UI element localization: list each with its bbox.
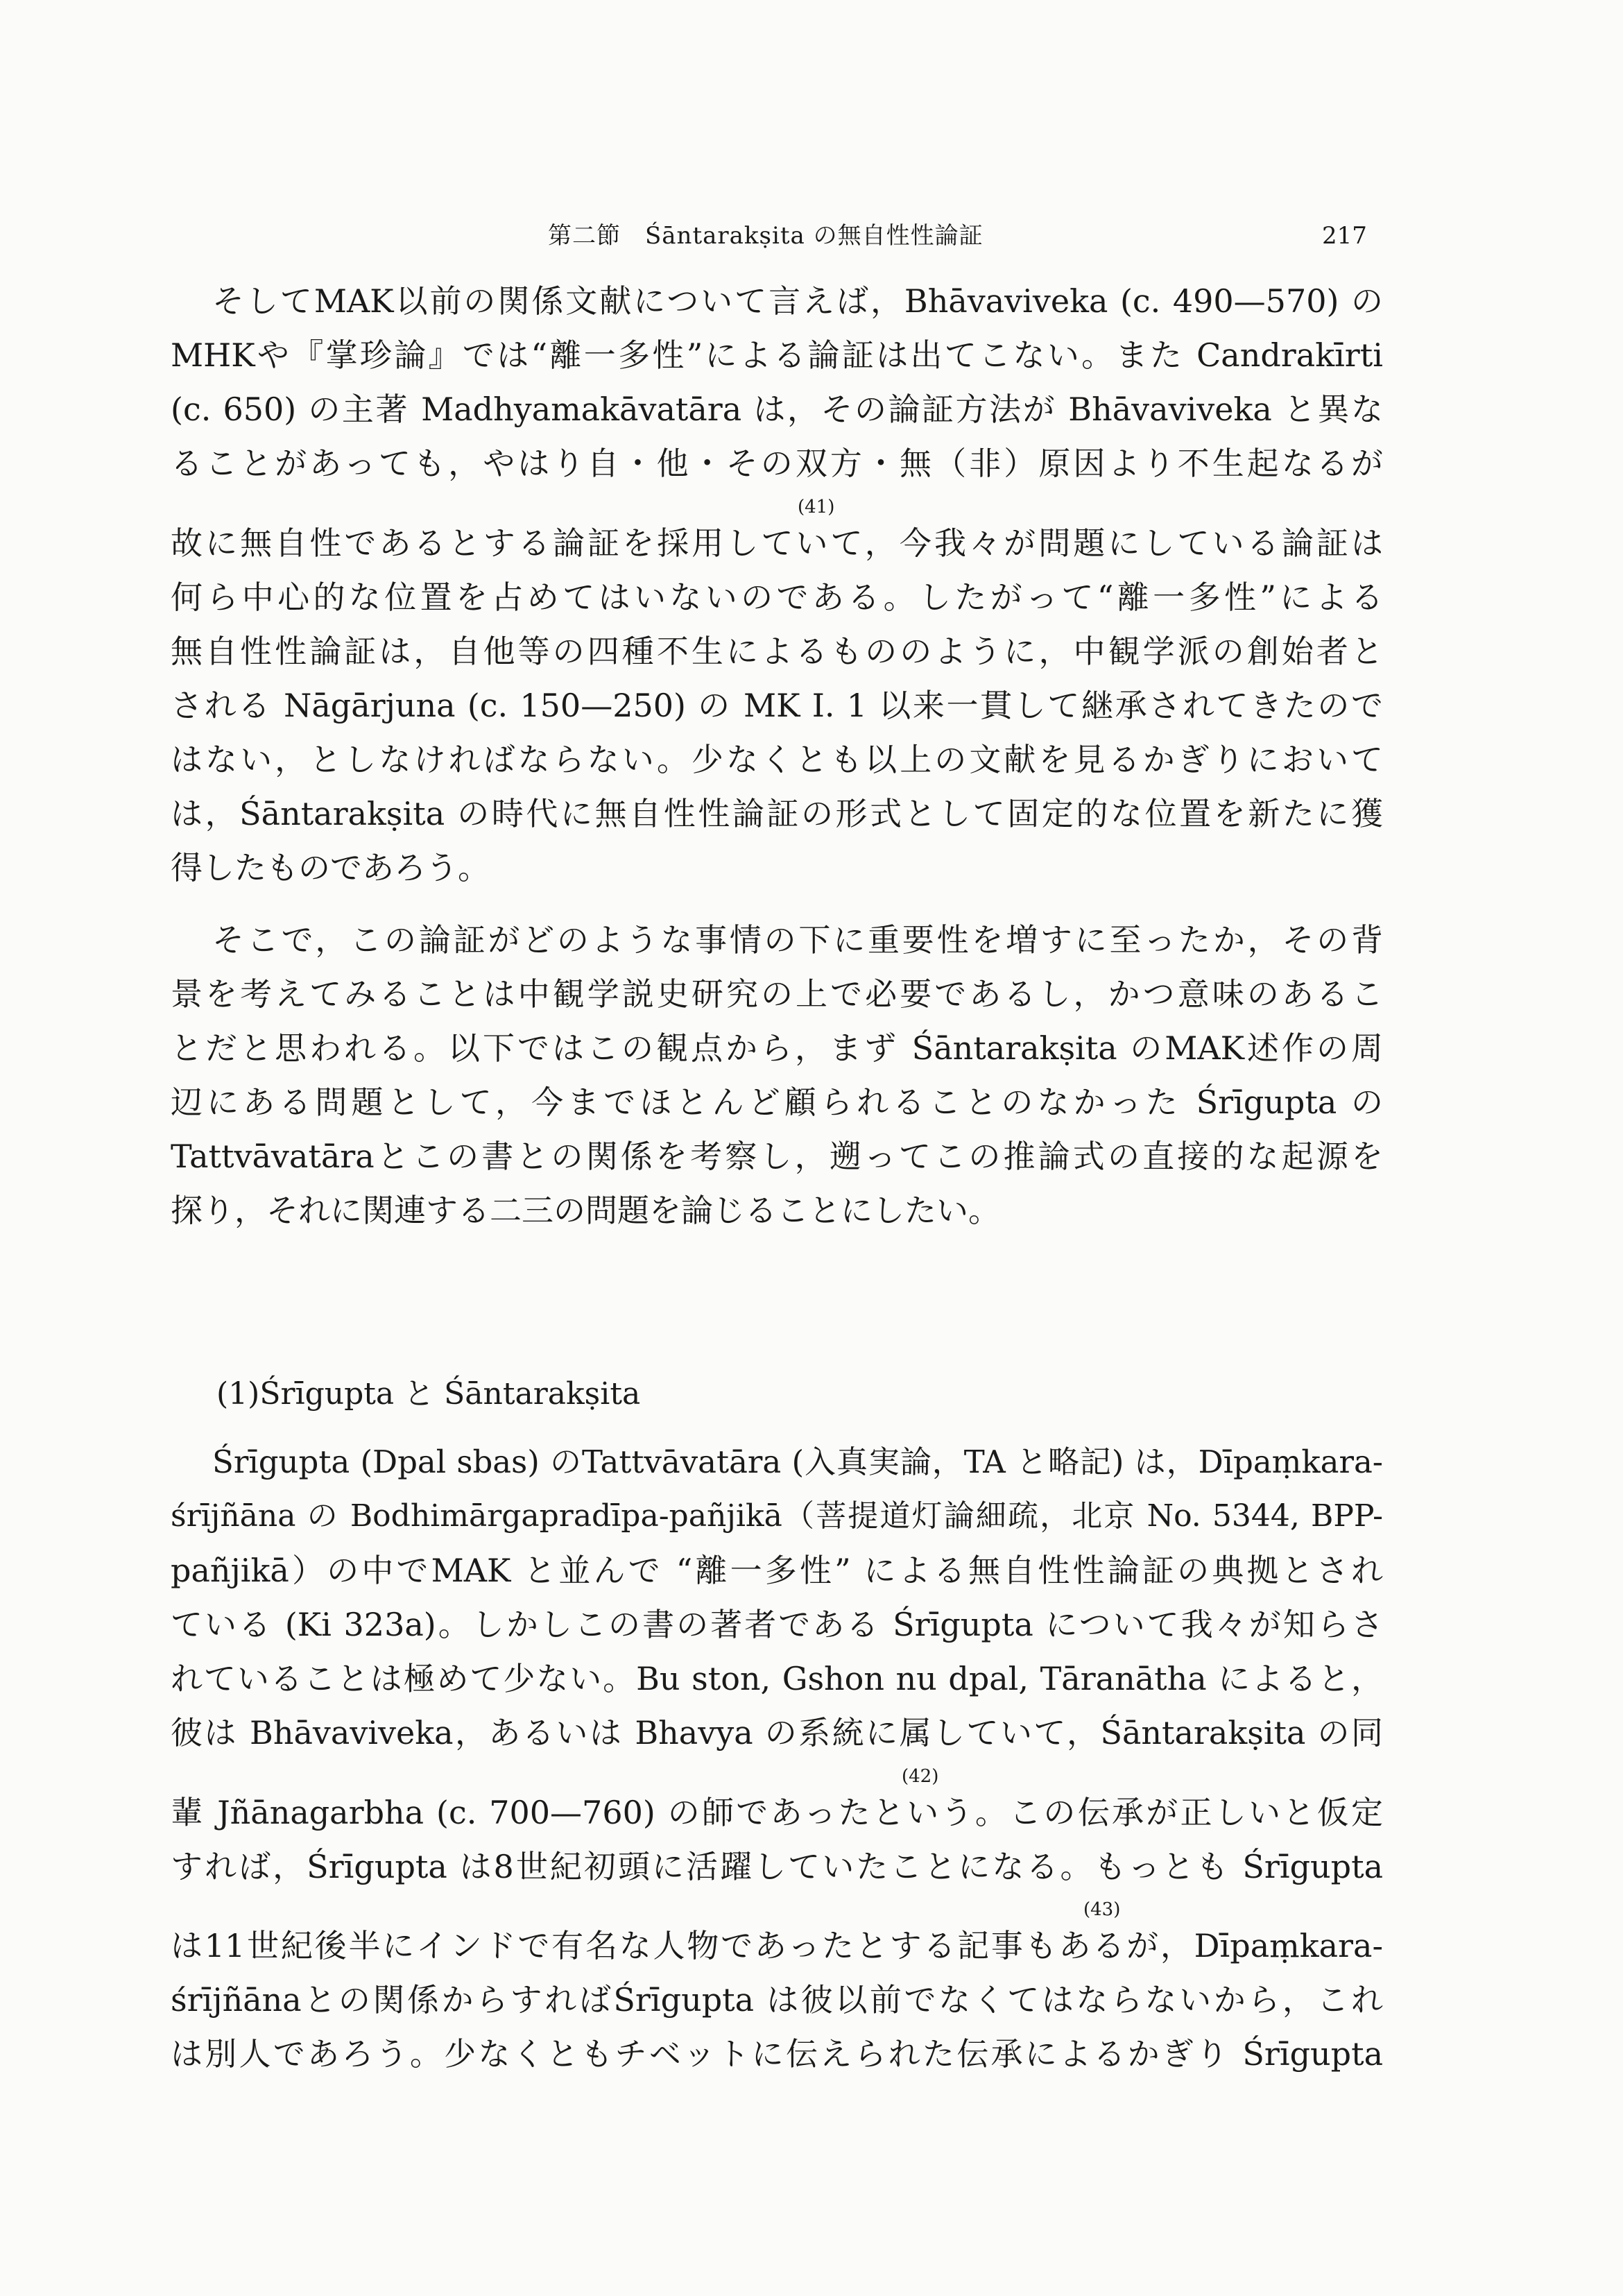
footnote-ref-41: (41) xyxy=(798,497,835,517)
text-line: 輩 Jñānagarbha (c. 700—760) の師であったという。この伝承が正しいと仮定 xyxy=(171,1794,1383,1831)
footnote-ref-43: (43) xyxy=(1083,1899,1121,1920)
text-line: ている (Ki 323a)。しかしこの書の著者である Śrīgupta について我々が知らさ xyxy=(171,1606,1383,1643)
text-line: MHKや『掌珍論』では“離一多性”による論証は出てこない。また Candrakīrti xyxy=(171,336,1383,374)
text-line: 探り，それに関連する二三の問題を論じることにしたい。 xyxy=(171,1192,1000,1229)
text-line: は，Śāntarakṣita の時代に無自性性論証の形式として固定的な位置を新たに獲 xyxy=(171,795,1383,832)
text-line: すれば，Śrīgupta は8世紀初頭に活躍していたことになる。もっとも Śrīgupta xyxy=(171,1848,1383,1885)
text-line: śrījñānaとの関係からすればŚrīgupta は彼以前でなくてはならないから，これ xyxy=(171,1981,1383,2019)
text-line: 何ら中心的な位置を占めてはいないのである。したがって“離一多性”による xyxy=(171,579,1383,616)
text-line: 得したものであろう。 xyxy=(171,849,490,886)
section-heading: (1)Śrīgupta と Śāntarakṣita xyxy=(216,1376,641,1412)
text-line: 彼は Bhāvaviveka，あるいは Bhavya の系統に属していて，Śāntarakṣita の同 xyxy=(171,1714,1383,1751)
text-line: (c. 650) の主著 Madhyamakāvatāra は，その論証方法が Bhāvaviveka と異な xyxy=(171,391,1383,428)
text-line: は11世紀後半にインドで有名な人物であったとする記事もあるが，Dīpaṃkara- xyxy=(171,1927,1383,1964)
text-line: そこで，この論証がどのような事情の下に重要性を増すに至ったか，その背 xyxy=(212,921,1383,959)
page-number: 217 xyxy=(1322,222,1367,250)
text-line: pañjikā）の中でMAK と並んで “離一多性” による無自性性論証の典拠とされ xyxy=(171,1552,1383,1589)
text-line: 無自性性論証は，自他等の四種不生によるもののように，中観学派の創始者と xyxy=(171,633,1383,670)
text-line: 景を考えてみることは中観学説史研究の上で必要であるし，かつ意味のあるこ xyxy=(171,975,1383,1013)
text-line: される Nāgārjuna (c. 150—250) の MK I. 1 以来一貫して継承されてきたので xyxy=(171,687,1383,724)
footnote-ref-42: (42) xyxy=(902,1766,939,1787)
text-line: は別人であろう。少なくともチベットに伝えられた伝承によるかぎり Śrīgupta xyxy=(171,2035,1383,2073)
text-line: とだと思われる。以下ではこの観点から，まず Śāntarakṣita のMAK述作の周 xyxy=(171,1029,1383,1067)
text-line: Śrīgupta (Dpal sbas) のTattvāvatāra (入真実論，TA と略記) は，Dīpaṃkara- xyxy=(212,1443,1383,1480)
text-line: ることがあっても，やはり自・他・その双方・無（非）原因より不生起なるが xyxy=(171,445,1383,482)
text-line: そしてMAK以前の関係文献について言えば，Bhāvaviveka (c. 490—570) の xyxy=(212,282,1383,320)
running-header: 第二節 Śāntarakṣita の無自性性論証 xyxy=(548,222,984,250)
text-line: れていることは極めて少ない。Bu ston, Gshon nu dpal, Tāranātha によると， xyxy=(171,1660,1383,1697)
text-line: 故に無自性であるとする論証を採用していて，今我々が問題にしている論証は xyxy=(171,524,1383,562)
text-line: はない，としなければならない。少なくとも以上の文献を見るかぎりにおいて xyxy=(171,741,1383,778)
text-line: Tattvāvatāraとこの書との関係を考察し，遡ってこの推論式の直接的な起源を xyxy=(171,1138,1383,1175)
text-line: 辺にある問題として，今までほとんど顧られることのなかった Śrīgupta の xyxy=(171,1083,1383,1121)
text-line: śrījñāna の Bodhimārgapradīpa-pañjikā（菩提道灯論細疏，北京 No. 5344, BPP- xyxy=(171,1498,1383,1534)
